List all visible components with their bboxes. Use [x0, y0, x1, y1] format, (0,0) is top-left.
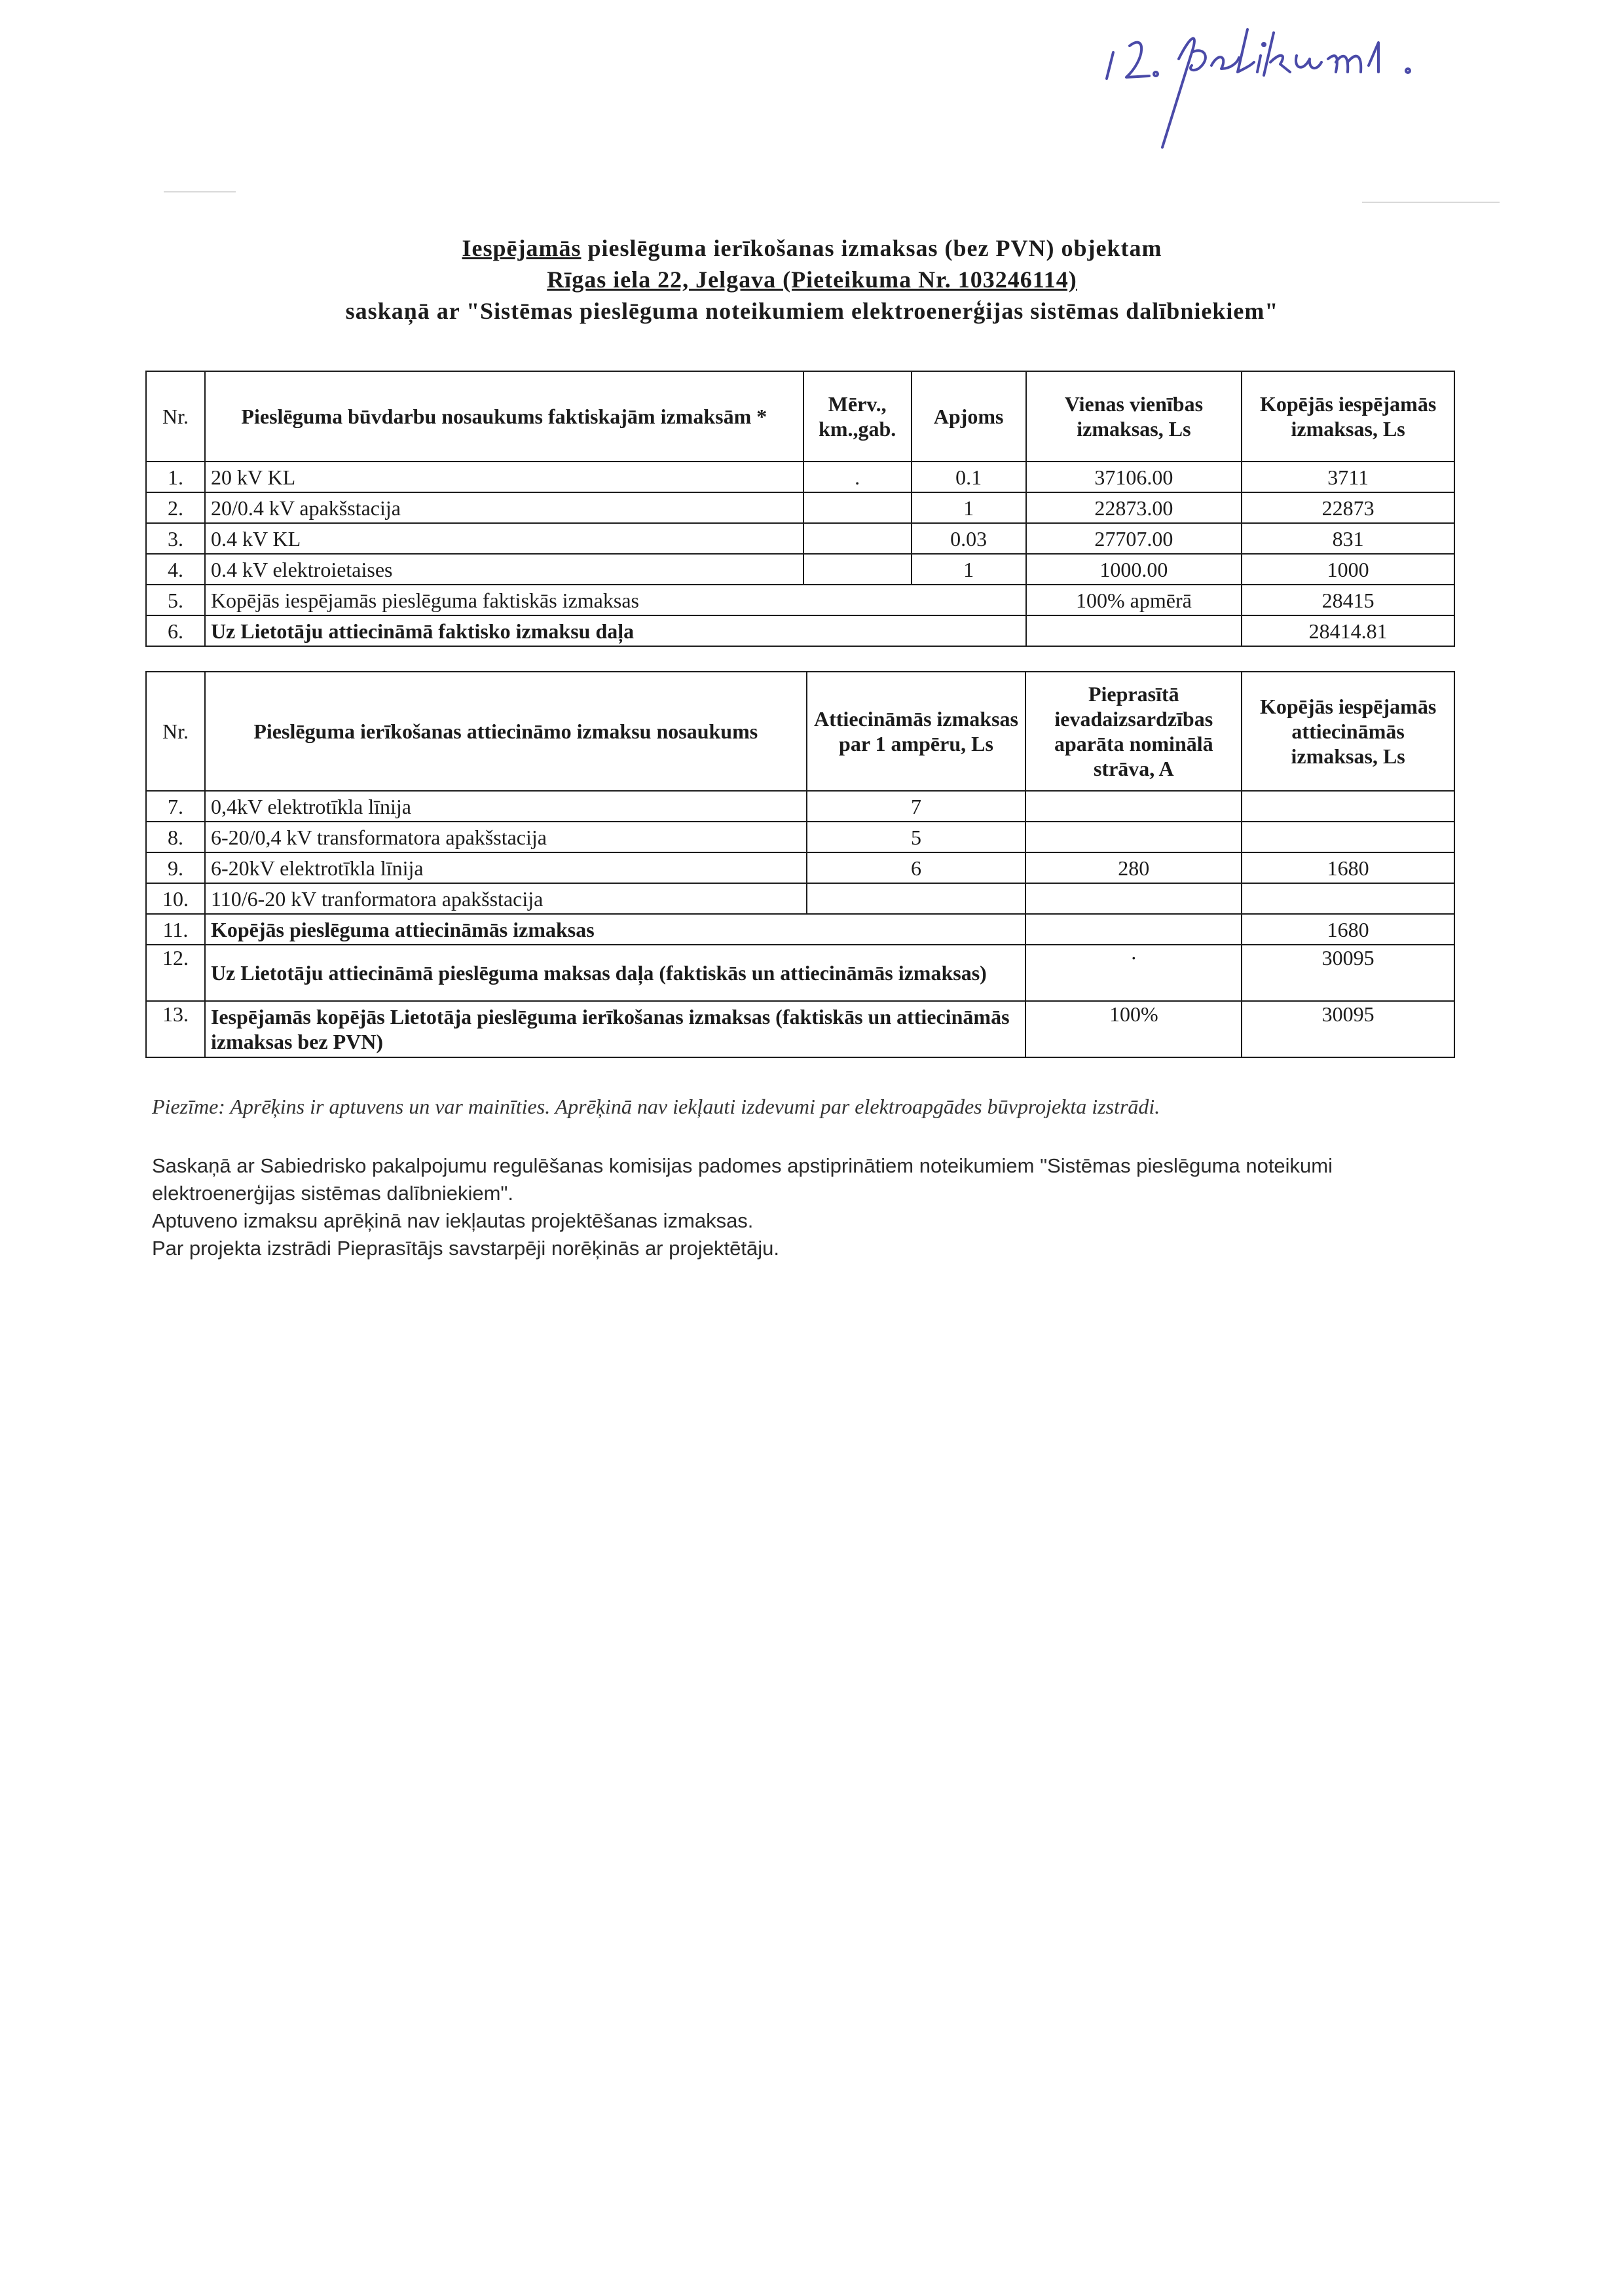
- row-total: 1680: [1242, 852, 1454, 883]
- row-per-amp: 7: [807, 791, 1026, 822]
- row-number: 13.: [146, 1001, 205, 1057]
- row-total: 3711: [1242, 462, 1454, 492]
- row-name: Kopējās iespējamās pieslēguma faktiskās izmaksas: [205, 585, 1026, 615]
- table-row: [146, 791, 1454, 822]
- scan-artifact-line: [164, 191, 236, 192]
- row-total: 28415: [1242, 585, 1454, 615]
- table-row: [146, 852, 1454, 883]
- row-current: [1025, 822, 1242, 852]
- column-header: Vienas vienības izmaksas, Ls: [1026, 371, 1242, 462]
- row-unit-cost: 100% apmērā: [1026, 585, 1242, 615]
- row-number: 6.: [146, 615, 205, 646]
- row-number: 3.: [146, 523, 205, 554]
- closing-paragraphs: [152, 1152, 1409, 1262]
- column-header: Attiecināmās izmaksas par 1 ampēru, Ls: [807, 672, 1026, 791]
- row-total: 831: [1242, 523, 1454, 554]
- row-amount: 0.03: [912, 523, 1026, 554]
- column-header: Apjoms: [912, 371, 1026, 462]
- row-total: 1000: [1242, 554, 1454, 585]
- row-number: 4.: [146, 554, 205, 585]
- row-unit: [803, 554, 912, 585]
- row-name: Uz Lietotāju attiecināmā faktisko izmaksu daļa: [205, 615, 1026, 646]
- title-emphasis: Iespējamās: [462, 235, 581, 261]
- scan-artifact-line: [1362, 202, 1500, 203]
- table-row: [146, 523, 1454, 554]
- row-current: 280: [1025, 852, 1242, 883]
- actual-costs-table: [145, 371, 1455, 647]
- column-header: Nr.: [146, 371, 205, 462]
- table-row: [146, 462, 1454, 492]
- row-amount: 1: [912, 492, 1026, 523]
- row-name: 0,4kV elektrotīkla līnija: [205, 791, 807, 822]
- row-number: 5.: [146, 585, 205, 615]
- table-row: [146, 554, 1454, 585]
- row-name: 20/0.4 kV apakšstacija: [205, 492, 803, 523]
- title-rest: pieslēguma ierīkošanas izmaksas (bez PVN) objektam: [581, 235, 1162, 261]
- paragraph: Par projekta izstrādi Pieprasītājs savstarpēji norēķinās ar projektētāju.: [152, 1237, 780, 1260]
- row-name: 6-20kV elektrotīkla līnija: [205, 852, 807, 883]
- row-total: 22873: [1242, 492, 1454, 523]
- summary-row: [146, 1001, 1454, 1057]
- row-unit-cost: 27707.00: [1026, 523, 1242, 554]
- table-header-row: [146, 672, 1454, 791]
- row-unit-cost: 37106.00: [1026, 462, 1242, 492]
- row-current: ·: [1025, 945, 1242, 1001]
- row-name: 6-20/0,4 kV transformatora apakšstacija: [205, 822, 807, 852]
- summary-row: [146, 615, 1454, 646]
- row-amount: 0.1: [912, 462, 1026, 492]
- row-name: 20 kV KL: [205, 462, 803, 492]
- column-header: Kopējās iespējamās attiecināmās izmaksas, Ls: [1242, 672, 1454, 791]
- row-number: 1.: [146, 462, 205, 492]
- table-row: [146, 822, 1454, 852]
- row-per-amp: 5: [807, 822, 1026, 852]
- table-header-row: [146, 371, 1454, 462]
- row-number: 8.: [146, 822, 205, 852]
- row-name: Kopējās pieslēguma attiecināmās izmaksas: [205, 914, 1025, 945]
- paragraph: Aptuveno izmaksu aprēķinā nav iekļautas projektēšanas izmaksas.: [152, 1209, 754, 1232]
- row-current: [1025, 883, 1242, 914]
- row-number: 11.: [146, 914, 205, 945]
- row-number: 7.: [146, 791, 205, 822]
- summary-row: [146, 914, 1454, 945]
- table-row: [146, 492, 1454, 523]
- column-header: Nr.: [146, 672, 205, 791]
- row-number: 9.: [146, 852, 205, 883]
- column-header: Kopējās iespējamās izmaksas, Ls: [1242, 371, 1454, 462]
- paragraph: Saskaņā ar Sabiedrisko pakalpojumu regulēšanas komisijas padomes apstiprinātiem noteikumiem "Sistēmas pieslēguma noteikumi elektroenerģijas sistēmas dalībniekiem".: [152, 1154, 1333, 1205]
- row-total: [1242, 791, 1454, 822]
- row-name: Iespējamās kopējās Lietotāja pieslēguma ierīkošanas izmaksas (faktiskās un attiecināmās izmaksas bez PVN): [205, 1001, 1025, 1057]
- column-header: Pieslēguma būvdarbu nosaukums faktiskajām izmaksām *: [205, 371, 803, 462]
- row-number: 10.: [146, 883, 205, 914]
- row-total: 30095: [1242, 1001, 1454, 1057]
- column-header: Mērv., km.,gab.: [803, 371, 912, 462]
- attributable-costs-table: [145, 671, 1455, 1058]
- row-amount: 1: [912, 554, 1026, 585]
- row-name: 110/6-20 kV tranformatora apakšstacija: [205, 883, 807, 914]
- title-line-1: [0, 232, 1624, 264]
- handwritten-annotation: [1100, 7, 1467, 157]
- summary-row: [146, 945, 1454, 1001]
- row-current: [1025, 791, 1242, 822]
- row-number: 2.: [146, 492, 205, 523]
- row-unit-cost: [1026, 615, 1242, 646]
- row-total: 30095: [1242, 945, 1454, 1001]
- column-header: Pieprasītā ievadaizsardzības aparāta nominālā strāva, A: [1025, 672, 1242, 791]
- row-unit: [803, 523, 912, 554]
- title-line-3: saskaņā ar "Sistēmas pieslēguma noteikumiem elektroenerģijas sistēmas dalībniekiem": [345, 298, 1279, 324]
- row-name: 0.4 kV KL: [205, 523, 803, 554]
- row-name: 0.4 kV elektroietaises: [205, 554, 803, 585]
- row-total: 28414.81: [1242, 615, 1454, 646]
- row-current: 100%: [1025, 1001, 1242, 1057]
- row-per-amp: [807, 883, 1026, 914]
- document-header: [0, 232, 1624, 327]
- row-unit-cost: 1000.00: [1026, 554, 1242, 585]
- row-number: 12.: [146, 945, 205, 1001]
- summary-row: [146, 585, 1454, 615]
- row-name: Uz Lietotāju attiecināmā pieslēguma maksas daļa (faktiskās un attiecināmās izmaksas): [205, 945, 1025, 1001]
- row-total: [1242, 883, 1454, 914]
- row-current: [1025, 914, 1242, 945]
- row-unit-cost: 22873.00: [1026, 492, 1242, 523]
- column-header: Pieslēguma ierīkošanas attiecināmo izmaksu nosaukums: [205, 672, 807, 791]
- row-total: [1242, 822, 1454, 852]
- row-per-amp: 6: [807, 852, 1026, 883]
- row-unit: [803, 492, 912, 523]
- footnote: Piezīme: Aprēķins ir aptuvens un var mainīties. Aprēķinā nav iekļauti izdevumi par elektroapgādes būvprojekta izstrādi.: [152, 1095, 1160, 1118]
- table-row: [146, 883, 1454, 914]
- row-total: 1680: [1242, 914, 1454, 945]
- title-line-2: Rīgas iela 22, Jelgava (Pieteikuma Nr. 103246114): [547, 266, 1077, 293]
- row-unit: .: [803, 462, 912, 492]
